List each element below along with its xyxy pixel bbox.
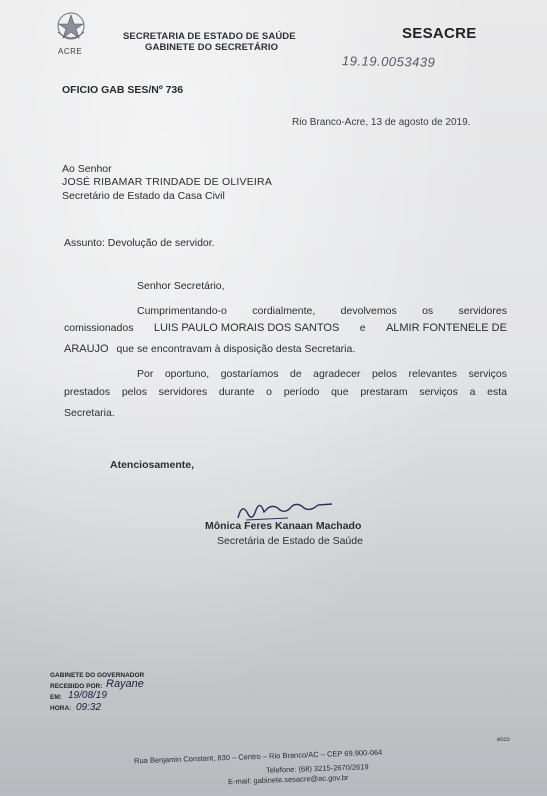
document-reference: OFICIO GAB SES/Nº 736 [62, 84, 184, 96]
recipient-title: Secretário de Estado da Casa Civil [62, 190, 225, 202]
paragraph2-line2: prestados pelos servidores durante o período que prestaram serviços a esta [64, 386, 507, 398]
subject-line: Assunto: Devolução de servidor. [64, 237, 215, 249]
greeting: Senhor Secretário, [137, 280, 225, 292]
footer-email: E-mail: gabinete.sesacre@ac.gov.br [227, 772, 349, 787]
agency-title: SESACRE [402, 25, 477, 42]
protocol-number: 19.19.0053439 [341, 53, 436, 70]
paragraph1-line2 [64, 322, 507, 334]
recipient-salutation: Ao Senhor [62, 163, 112, 175]
paragraph1-text-end: que se encontravam à disposição desta Secretaria. [116, 343, 356, 355]
signatory-title: Secretária de Estado de Saúde [217, 535, 363, 547]
letterhead-cabinet: GABINETE DO SECRETÁRIO [145, 42, 279, 53]
paragraph1-line3 [64, 343, 355, 355]
stamp-received-label: RECEBIDO POR: [50, 683, 103, 690]
recipient-name: JOSÉ RIBAMAR TRINDADE DE OLIVEIRA [62, 176, 273, 188]
closing: Atenciosamente, [110, 459, 195, 471]
paragraph2-line1: Por oportuno, gostaríamos de agradecer pelos relevantes serviços [137, 368, 507, 380]
place-date: Rio Branco-Acre, 13 de agosto de 2019. [292, 117, 471, 128]
servant-name-2-part2: ARAUJO [64, 343, 109, 355]
paragraph1-text: comissionados [64, 322, 134, 334]
servant-name-2-part1: ALMIR FONTENELE DE [385, 322, 507, 334]
stamp-title: GABINETE DO GOVERNADOR [50, 672, 145, 679]
stamp-received-value: Rayane [106, 678, 144, 690]
emblem-label: ACRE [58, 47, 83, 56]
servant-name-1: LUIS PAULO MORAIS DOS SANTOS [153, 322, 340, 334]
signatory-name: Mônica Feres Kanaan Machado [205, 520, 362, 532]
paragraph2-line3: Secretaria. [64, 407, 115, 419]
footer-code: ecco [497, 737, 510, 743]
letterhead-secretariat: SECRETARIA DE ESTADO DE SAÚDE [123, 31, 296, 42]
footer-phone: Telefone: (68) 3215-2670/2619 [265, 762, 369, 775]
stamp-date-label: EM: [50, 694, 62, 701]
stamp-time-value: 09:32 [76, 702, 102, 713]
paragraph1-line1: Cumprimentando-o cordialmente, devolvemos os servidores [137, 305, 507, 317]
stamp-time-label: HORA: [50, 705, 72, 712]
footer-address: Rua Benjamin Constant, 830 – Centro – Rio Branco/AC – CEP 69.900-064 [133, 747, 383, 766]
stamp-date-value: 19/08/19 [68, 690, 107, 701]
receipt-stamp [46, 668, 174, 720]
paragraph1-conjunction: e [359, 322, 366, 334]
state-coat-of-arms-icon [54, 10, 88, 44]
